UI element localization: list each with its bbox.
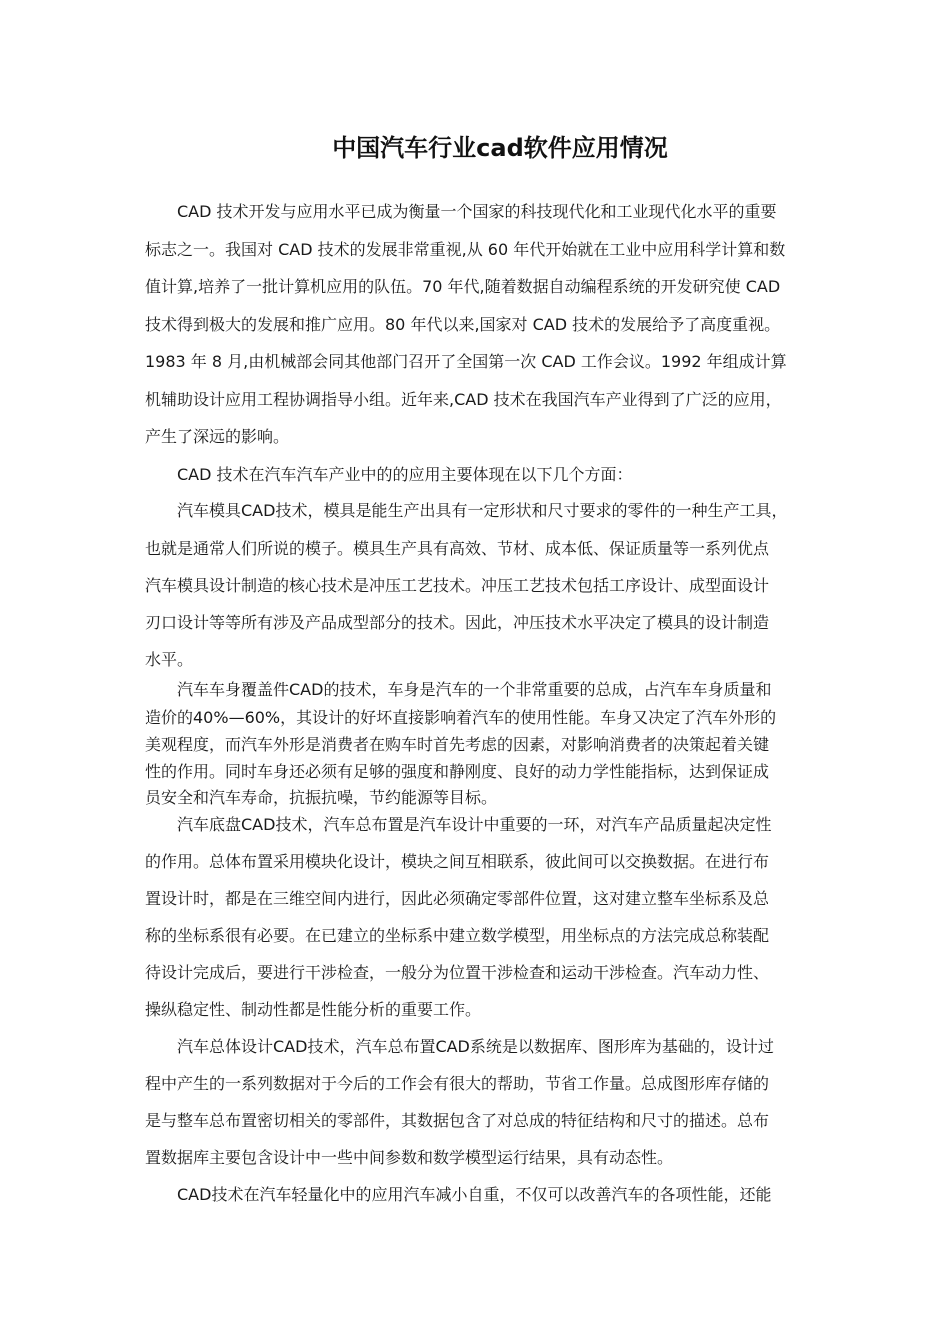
text-line: 值计算,培养了一批计算机应用的队伍。70 年代,随着数据自动编程系统的开发研究使 CAD xyxy=(145,277,781,296)
text-line: 的作用。总体布置采用模块化设计，模块之间互相联系，彼此间可以交换数据。在进行布 xyxy=(145,852,770,871)
text-line: 也就是通常人们所说的模子。模具生产具有高效、节材、成本低、保证质量等一系列优点 xyxy=(145,539,770,558)
text-line: 称的坐标系很有必要。在已建立的坐标系中建立数学模型，用坐标点的方法完成总称装配 xyxy=(145,926,770,945)
text-line: 置设计时，都是在三维空间内进行，因此必须确定零部件位置，这对建立整车坐标系及总 xyxy=(145,889,770,908)
text-line: 程中产生的一系列数据对于今后的工作会有很大的帮助，节省工作量。总成图形库存储的 xyxy=(145,1074,770,1093)
text-line: 操纵稳定性、制动性都是性能分析的重要工作。 xyxy=(145,1000,482,1019)
text-line: 待设计完成后，要进行干涉检查，一般分为位置干涉检查和运动干涉检查。汽车动力性、 xyxy=(145,963,770,982)
text-line: 置数据库主要包含设计中一些中间参数和数学模型运行结果，具有动态性。 xyxy=(145,1148,674,1167)
text-line: 技术得到极大的发展和推广应用。80 年代以来,国家对 CAD 技术的发展给予了高度重视。 xyxy=(145,315,781,334)
text-line: CAD技术在汽车轻量化中的应用汽车减小自重，不仅可以改善汽车的各项性能，还能 xyxy=(177,1185,772,1204)
text-line: 水平。 xyxy=(145,650,194,669)
text-line: 1983 年 8 月,由机械部会同其他部门召开了全国第一次 CAD 工作会议。1992 年组成计算 xyxy=(145,352,787,371)
text-line: 刃口设计等等所有涉及产品成型部分的技术。因此，冲压技术水平决定了模具的设计制造 xyxy=(145,613,770,632)
text-line: CAD 技术在汽车汽车产业中的的应用主要体现在以下几个方面： xyxy=(177,465,633,484)
text-line: 汽车底盘CAD技术，汽车总布置是汽车设计中重要的一环，对汽车产品质量起决定性 xyxy=(177,815,772,834)
document-title: 中国汽车行业cad软件应用情况 xyxy=(332,134,668,162)
text-line: 美观程度，而汽车外形是消费者在购车时首先考虑的因素，对影响消费者的决策起着关键 xyxy=(145,735,770,754)
text-line: 是与整车总布置密切相关的零部件，其数据包含了对总成的特征结构和尺寸的描述。总布 xyxy=(145,1111,770,1130)
text-line: 性的作用。同时车身还必须有足够的强度和静刚度、良好的动力学性能指标，达到保证成 xyxy=(145,762,770,781)
text-line: 员安全和汽车寿命，抗振抗噪，节约能源等目标。 xyxy=(145,788,498,807)
text-line: 标志之一。我国对 CAD 技术的发展非常重视,从 60 年代开始就在工业中应用科学计算和数 xyxy=(145,240,786,259)
text-line: 产生了深远的影响。 xyxy=(145,427,290,446)
text-line: 汽车总体设计CAD技术，汽车总布置CAD系统是以数据库、图形库为基础的，设计过 xyxy=(177,1037,774,1056)
text-line: 机辅助设计应用工程协调指导小组。近年来,CAD 技术在我国汽车产业得到了广泛的应用， xyxy=(145,390,782,409)
text-line: 汽车模具设计制造的核心技术是冲压工艺技术。冲压工艺技术包括工序设计、成型面设计 xyxy=(145,576,770,595)
text-line: 汽车模具CAD技术，模具是能生产出具有一定形状和尺寸要求的零件的一种生产工具， xyxy=(177,501,788,520)
text-line: 汽车车身覆盖件CAD的技术，车身是汽车的一个非常重要的总成，占汽车车身质量和 xyxy=(177,680,772,699)
text-line: CAD 技术开发与应用水平已成为衡量一个国家的科技现代化和工业现代化水平的重要 xyxy=(177,202,777,221)
text-line: 造价的40%—60%，其设计的好坏直接影响着汽车的使用性能。车身又决定了汽车外形的 xyxy=(145,708,777,727)
